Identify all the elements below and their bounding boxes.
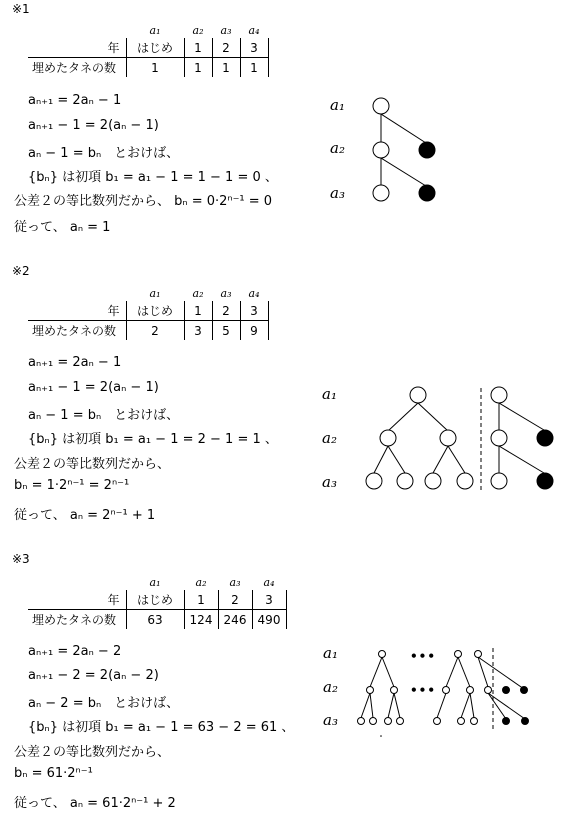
seed-node-filled [419,142,435,158]
head-a4: a₄ [248,286,260,300]
seed-node [467,687,474,694]
eq-line: bₙ = 61·2ⁿ⁻¹ [14,766,93,781]
head-a1: a₁ [149,286,161,300]
eq-line: 従って、 aₙ = 61·2ⁿ⁻¹ + 2 [14,796,176,811]
eq-line: aₙ₊₁ = 2aₙ − 2 [28,644,122,659]
head-a1: a₁ [149,23,161,37]
eq-line: {bₙ} は初項 b₁ = a₁ − 1 = 2 − 1 = 1 、 [28,432,278,447]
eq-line: 従って、 aₙ = 1 [14,220,111,235]
eq-line: {bₙ} は初項 b₁ = a₁ − 1 = 63 − 2 = 61 、 [28,720,295,735]
eq-line: aₙ₊₁ − 1 = 2(aₙ − 1) [28,118,159,133]
seed-node [410,387,426,403]
seed-node [425,473,441,489]
seed-table-1 [28,22,269,77]
seed-node [485,687,492,694]
year-cell: 3 [240,301,268,321]
section-2-mark: ※2 [12,264,30,278]
eq-line: aₙ − 2 = bₙ とおけば、 [28,696,180,711]
year-cell: 1 [184,38,212,58]
seed-node [373,98,389,114]
seed-node [440,430,456,446]
seed-cell: 3 [184,321,212,341]
year-label: 年 [28,590,126,610]
seed-node-filled [503,718,510,725]
seed-cell: 5 [212,321,240,341]
year-cell: はじめ [126,590,184,610]
seed-node-filled [522,718,529,725]
seed-label: 埋めたタネの数 [28,58,126,78]
dot-mark [380,735,382,737]
eq-line: 従って、 aₙ = 2ⁿ⁻¹ + 1 [14,508,156,523]
level-label-a2: a₂ [322,429,337,447]
level-label-a3: a₃ [323,711,338,729]
head-a3: a₃ [220,286,232,300]
seed-table-3 [28,574,287,629]
ellipsis-dots: ••• [410,649,437,663]
eq-line: 公差２の等比数列だから、 [14,457,171,472]
head-a2: a₂ [192,286,204,300]
seed-label: 埋めたタネの数 [28,321,126,341]
seed-node [379,651,386,658]
eq-line: {bₙ} は初項 b₁ = a₁ − 1 = 1 − 1 = 0 、 [28,170,278,185]
seed-node [471,718,478,725]
seed-node [358,718,365,725]
year-cell: はじめ [126,38,184,58]
seed-cell: 63 [126,610,184,630]
eq-line: aₙ₊₁ = 2aₙ − 1 [28,355,122,370]
head-a3: a₃ [220,23,232,37]
seed-node [391,687,398,694]
year-cell: はじめ [126,301,184,321]
eq-line: aₙ₊₁ − 2 = 2(aₙ − 2) [28,668,159,683]
eq-line: 公差２の等比数列だから、 bₙ = 0·2ⁿ⁻¹ = 0 [14,194,273,209]
level-label-a1: a₁ [330,96,345,114]
seed-node [475,651,482,658]
seed-node [491,387,507,403]
level-label-a1: a₁ [323,644,338,662]
year-cell: 3 [240,38,268,58]
seed-node [366,473,382,489]
head-a2: a₂ [195,575,207,589]
section-3-mark: ※3 [12,552,30,566]
year-cell: 1 [184,301,212,321]
eq-line: aₙ − 1 = bₙ とおけば、 [28,408,180,423]
seed-node [380,430,396,446]
seed-cell: 9 [240,321,268,341]
level-label-a1: a₁ [322,385,337,403]
seed-node-filled [537,473,553,489]
seed-node [491,430,507,446]
seed-node [397,718,404,725]
seed-node-filled [521,687,528,694]
head-a4: a₄ [263,575,275,589]
seed-node [458,718,465,725]
level-label-a3: a₃ [322,473,337,491]
seed-cell: 246 [218,610,252,630]
seed-node [367,687,374,694]
seed-node [491,473,507,489]
seed-node [434,718,441,725]
year-cell: 3 [252,590,286,610]
year-label: 年 [28,38,126,58]
seed-node [385,718,392,725]
year-cell: 1 [184,590,218,610]
seed-node [457,473,473,489]
head-a4: a₄ [248,23,260,37]
seed-cell: 2 [126,321,184,341]
seed-node-filled [537,430,553,446]
year-label: 年 [28,301,126,321]
eq-line: aₙ₊₁ − 1 = 2(aₙ − 1) [28,380,159,395]
seed-node [397,473,413,489]
head-a3: a₃ [229,575,241,589]
year-cell: 2 [212,301,240,321]
seed-label: 埋めたタネの数 [28,610,126,630]
eq-line: 公差２の等比数列だから、 [14,745,171,760]
year-cell: 2 [218,590,252,610]
seed-cell: 1 [240,58,268,78]
eq-line: aₙ − 1 = bₙ とおけば、 [28,146,180,161]
seed-table-2 [28,285,269,340]
year-cell: 2 [212,38,240,58]
head-a1: a₁ [149,575,161,589]
seed-cell: 490 [252,610,286,630]
seed-node [370,718,377,725]
seed-node [455,651,462,658]
seed-node [443,687,450,694]
seed-cell: 1 [184,58,212,78]
level-label-a2: a₂ [323,678,338,696]
seed-node [373,142,389,158]
seed-cell: 1 [126,58,184,78]
section-1-mark: ※1 [12,2,30,16]
seed-node-filled [503,687,510,694]
level-label-a2: a₂ [330,139,345,157]
seed-node-filled [419,185,435,201]
level-label-a3: a₃ [330,184,345,202]
eq-line: aₙ₊₁ = 2aₙ − 1 [28,93,122,108]
seed-cell: 1 [212,58,240,78]
eq-line: bₙ = 1·2ⁿ⁻¹ = 2ⁿ⁻¹ [14,478,130,493]
seed-node [373,185,389,201]
seed-cell: 124 [184,610,218,630]
head-a2: a₂ [192,23,204,37]
ellipsis-dots: ••• [410,683,437,697]
